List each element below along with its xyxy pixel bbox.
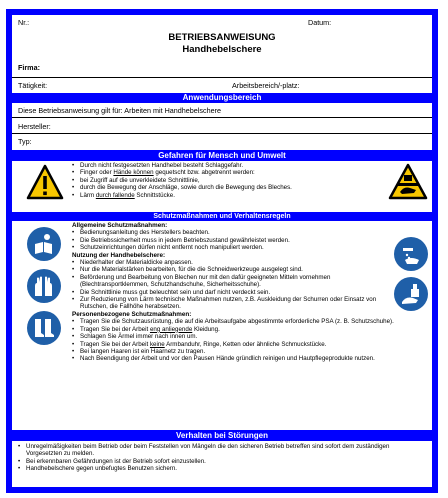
firma-label: Firma: [18,63,40,72]
list-item: • Bei langen Haaren ist ein Haarnetz zu tragen. [50,348,394,355]
gefahren-heading: Gefahren für Mensch und Umwelt [12,150,432,161]
list-item: • Nach Beendigung der Arbeit und vor den Pausen Hände gründlich reinigen und Hautpflegeprodukte nutzen. [50,355,394,362]
anwendung-heading: Anwendungsbereich [12,93,432,103]
gefahren-section [12,161,432,212]
document-title: BETRIEBSANWEISUNG [168,32,276,43]
nutzung-title: Nutzung der Handhebelschere: [72,251,166,259]
anwendung-line: Diese Betriebsanweisung gilt für: Arbeiten mit Handhebelschere [18,106,221,115]
nutzung-list [50,259,394,311]
list-item: • Tragen Sie bei der Arbeit eng anliegende Kleidung. [50,326,394,333]
typ-label: Typ: [18,137,32,146]
datum-label: Datum: [308,18,332,27]
list-item: • Handhebelschere gegen unbefugtes Benutzen sichern. [0,465,416,472]
operating-instruction-sheet [6,9,438,493]
list-item: • Die Betriebssicherheit muss in jedem Betriebszustand gewährleistet werden. [50,237,394,244]
list-item: • Zur Reduzierung von Lärm technische Maßnahmen nutzen, z.B. Auskleidung der Schurren oder Einsatz von Rutschen, die Fallhöhe herabsetzen. [50,296,394,311]
list-item: • durch die Bewegung der Anschläge, sowie durch die Bewegung des Bleches. [50,184,370,191]
list-item: • Tragen Sie die Schutzausrüstung, die auf die Arbeitsaufgabe abgestimmte erforderliche PSA (z. B. Schutzschuhe). [50,318,394,325]
person-list [50,318,394,362]
wash-hands-icon [394,237,428,271]
document-subtitle: Handhebelschere [182,44,262,55]
allgemein-list [50,229,394,251]
list-item: • Durch nicht festgesetzten Handhebel besteht Schlaggefahr. [50,162,370,169]
list-item: • Bei erkennbaren Gefährdungen ist der Betrieb sofort einzustellen. [0,458,416,465]
divider [12,77,432,78]
stoerungen-heading: Verhalten bei Störungen [12,430,432,441]
list-item: • Niederhalter der Materialdicke anpassen. [50,259,394,266]
person-title: Personenbezogene Schutzmaßnahmen: [72,310,192,318]
hand-crush-icon [388,163,428,201]
stoerungen-section [12,442,432,487]
list-item: • Bedienungsanleitung des Herstellers beachten. [50,229,394,236]
list-item: • Finger oder Hände können gequetscht bzw. abgetrennt werden: [50,169,370,176]
list-item: • Die Schnittlinie muss gut beleuchtet sein und darf nicht verdeckt sein. [50,289,394,296]
arbeitsbereich-label: Arbeitsbereich/-platz: [232,81,300,90]
list-item: • Schutzeinrichtungen dürfen nicht entfernt noch manipuliert werden. [50,244,394,251]
header-section [12,15,432,97]
list-item: • Beförderung und Bearbeitung von Blechen nur mit den dafür geeigneten Mitteln vornehmen (Blechtransportklemmen, Schutzhandschuhe, Sicherheitsschuhe). [50,274,394,289]
list-item: • Tragen Sie bei der Arbeit keine Armbanduhr, Ringe, Ketten oder ähnliche Schmuckstücke. [50,341,394,348]
list-item: • Schlagen Sie Ärmel immer nach innen um. [50,333,394,340]
divider [12,133,432,134]
stoerungen-list [0,443,416,473]
anwendung-section [12,103,432,151]
skin-care-icon [394,277,428,311]
nr-label: Nr.: [18,18,30,27]
schutz-content [72,222,394,363]
taetigkeit-label: Tätigkeit: [18,81,48,90]
divider [12,117,432,118]
list-item: • Lärm durch fallende Schnittstücke. [50,192,370,199]
schutz-heading: Schutzmaßnahmen und Verhaltensregeln [12,212,432,221]
list-item: • bei Zugriff auf die unverkleidete Schnittlinie, [50,177,370,184]
list-item: • Unregelmäßigkeiten beim Betrieb oder beim Feststellen von Mängeln die den sicheren Betrieb betreffen sind sofort dem zuständigen Vorgesetzten zu melden. [0,443,416,458]
allgemein-title: Allgemeine Schutzmaßnahmen: [72,222,168,229]
gefahren-list [50,162,370,199]
hersteller-label: Hersteller: [18,122,51,131]
list-item: • Nur die Materialstärken bearbeiten, für die die Schneidwerkzeuge ausgelegt sind. [50,266,394,273]
schutz-section [12,221,432,441]
